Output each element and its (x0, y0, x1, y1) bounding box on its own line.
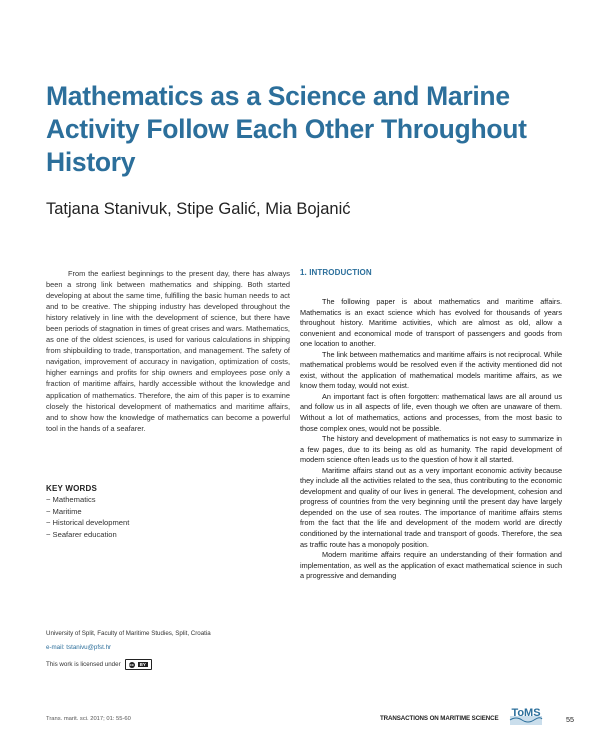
body-paragraph: An important fact is often forgotten: mathematical laws are all around us and follow us in all aspects of life, even though we often are unaware of them. Without a lot of mathematics, actions and processes, from the most basic to those complex ones, would not be possible. (300, 391, 562, 433)
abstract-column (46, 268, 290, 434)
paper-title: Mathematics as a Science and Marine Activity Follow Each Other Throughout History (46, 81, 527, 177)
introduction-column (300, 268, 562, 582)
email-label: e-mail: (46, 644, 67, 651)
abstract-text: From the earliest beginnings to the present day, there has always been a strong link between mathematics and shipping. Both started developing at about the same time, fulfilling the basic human needs to act and to be creative. The shipping industry has developed throughout the history relatively in line with the development of science, but there have been periods of stagnation in times of great crises and wars. Mathematics, as one of the oldest sciences, is used for various calculations in shipping from shipbuilding to trade, transportation, and management. The safety of navigation, improvement of accuracy in navigation, optimization of costs, higher earnings and profits for ship owners and employees pose only a fraction of maritime affairs, hardly accessible without the knowledge and application of mathematics. Therefore, the aim of this paper is to examine closely the historical development of mathematics and maritime affairs, and to show how the knowledge of mathematics can become a powerful tool in the hands of a seafarer. (46, 269, 290, 433)
journal-name: TRANSACTIONS ON MARITIME SCIENCE (380, 715, 499, 722)
keyword-item: ~ Historical development (46, 518, 130, 528)
body-paragraph: Modern maritime affairs require an understanding of their formation and implementation, as well as the application of exact mathematical science in such a progressive and demanding (300, 550, 562, 581)
license-text: This work is licensed under (46, 661, 121, 668)
body-paragraph: Maritime affairs stand out as a very important economic activity because they include all the activities related to the sea, thus contributing to the economic development and quality of our lives in general. The development, cohesion and progress of countries from the very beginning until the present day have largely depended on the use of sea routes. The importance of maritime affairs stems from the fact that the life and development of the modern world are directly conditioned by the international trade and transport of goods. Therefore, the sea as traffic route has a monopoly position. (300, 465, 562, 549)
cc-by-license-badge[interactable] (125, 659, 152, 670)
toms-logo-icon (508, 704, 544, 726)
keyword-item: ~ Maritime (46, 506, 82, 516)
keywords-list (46, 494, 129, 540)
page-number: 55 (566, 715, 574, 724)
email-link[interactable]: tstanivu@pfst.hr (66, 644, 112, 651)
cc-icon: cc (129, 662, 134, 667)
affiliation: University of Split, Faculty of Maritime Studies, Split, Croatia (46, 630, 211, 637)
section-heading: 1. INTRODUCTION (300, 268, 372, 277)
by-icon: BY (139, 662, 146, 667)
body-paragraph: The history and development of mathematics is not easy to summarize in a few pages, due to its being as old as humanity. The rapid development of modern science often leads us to the question of how it all started. (300, 434, 562, 465)
citation-footer: Trans. marit. sci. 2017; 01: 55-60 (46, 716, 131, 722)
email-line (46, 644, 111, 651)
keyword-item: ~ Mathematics (46, 495, 96, 504)
keywords-heading: KEY WORDS (46, 484, 97, 493)
license-line (46, 659, 152, 670)
logo-text: ToMS (511, 707, 541, 719)
body-paragraph: The following paper is about mathematics and maritime affairs. Mathematics is an exact science which has evolved for thousands of years throughout history. Maritime activities, which are almost as old, allow a convenient and economical mode of transport of passengers and goods from one location to another. (300, 297, 562, 349)
keyword-item: ~ Seafarer education (46, 529, 117, 539)
body-paragraph: The link between mathematics and maritime affairs is not reciprocal. While mathematical problems would be resolved even if the activity mentioned did not exist, without the application of mathematical models maritime affairs, as we know them today, would not exist. (300, 349, 562, 391)
author-list: Tatjana Stanivuk, Stipe Galić, Mia Bojanić (46, 200, 351, 218)
